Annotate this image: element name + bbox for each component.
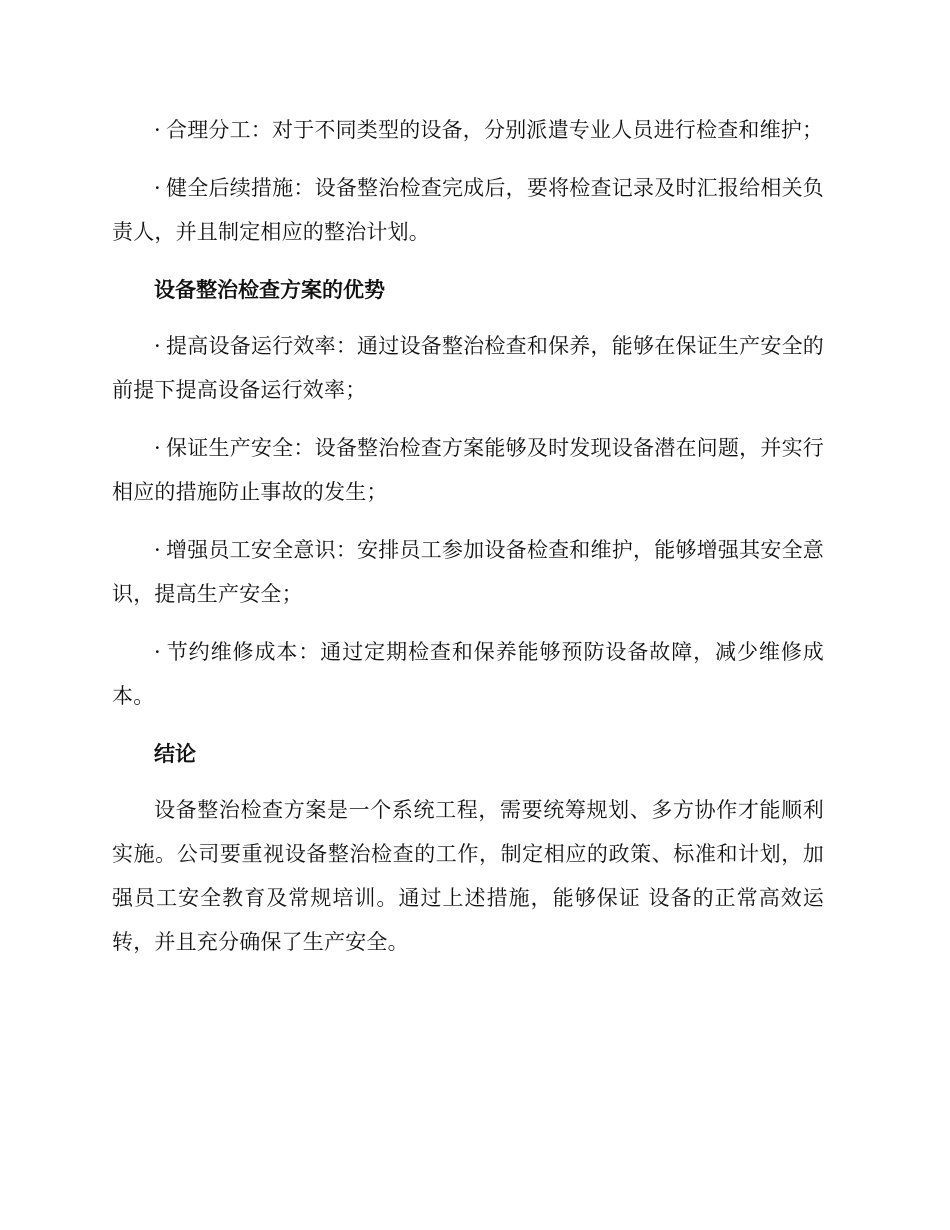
paragraph-text: 合理分工：对于不同类型的设备，分别派遣专业人员进行检查和维护；: [166, 118, 824, 142]
bullet-paragraph-6: [112, 630, 824, 718]
bullet-marker: ·: [154, 436, 161, 460]
paragraph-text: 增强员工安全意识：安排员工参加设备检查和维护，能够增强其安全意识，提高生产安全；: [112, 538, 824, 606]
bullet-marker: ·: [154, 640, 161, 664]
paragraph-text: 保证生产安全：设备整治检查方案能够及时发现设备潜在问题，并实行相应的措施防止事故的发生；: [112, 436, 824, 504]
bullet-paragraph-5: [112, 528, 824, 616]
bullet-paragraph-3: [112, 324, 824, 412]
document-content: [112, 108, 824, 978]
bullet-paragraph-2: [112, 166, 824, 254]
conclusion-paragraph: 设备整治检查方案是一个系统工程，需要统筹规划、多方协作才能顺利实施。公司要重视设备整治检查的工作，制定相应的政策、标准和计划，加强员工安全教育及常规培训。通过上述措施，能够保证 设备的正常高效运转，并且充分确保了生产安全。: [112, 798, 824, 954]
bullet-marker: ·: [154, 334, 161, 358]
section-heading-advantages: 设备整治检查方案的优势: [154, 278, 385, 302]
bullet-marker: ·: [154, 176, 161, 200]
paragraph-text: 健全后续措施：设备整治检查完成后，要将检查记录及时汇报给相关负责人，并且制定相应的整治计划。: [112, 176, 824, 244]
paragraph-text: 节约维修成本：通过定期检查和保养能够预防设备故障，减少维修成本。: [112, 640, 824, 708]
bullet-paragraph-1: [112, 108, 824, 152]
paragraph-text: 提高设备运行效率：通过设备整治检查和保养，能够在保证生产安全的前提下提高设备运行效率；: [112, 334, 824, 402]
bullet-marker: ·: [154, 538, 161, 562]
section-heading-conclusion: 结论: [154, 742, 196, 766]
bullet-paragraph-4: [112, 426, 824, 514]
bullet-marker: ·: [154, 118, 161, 142]
